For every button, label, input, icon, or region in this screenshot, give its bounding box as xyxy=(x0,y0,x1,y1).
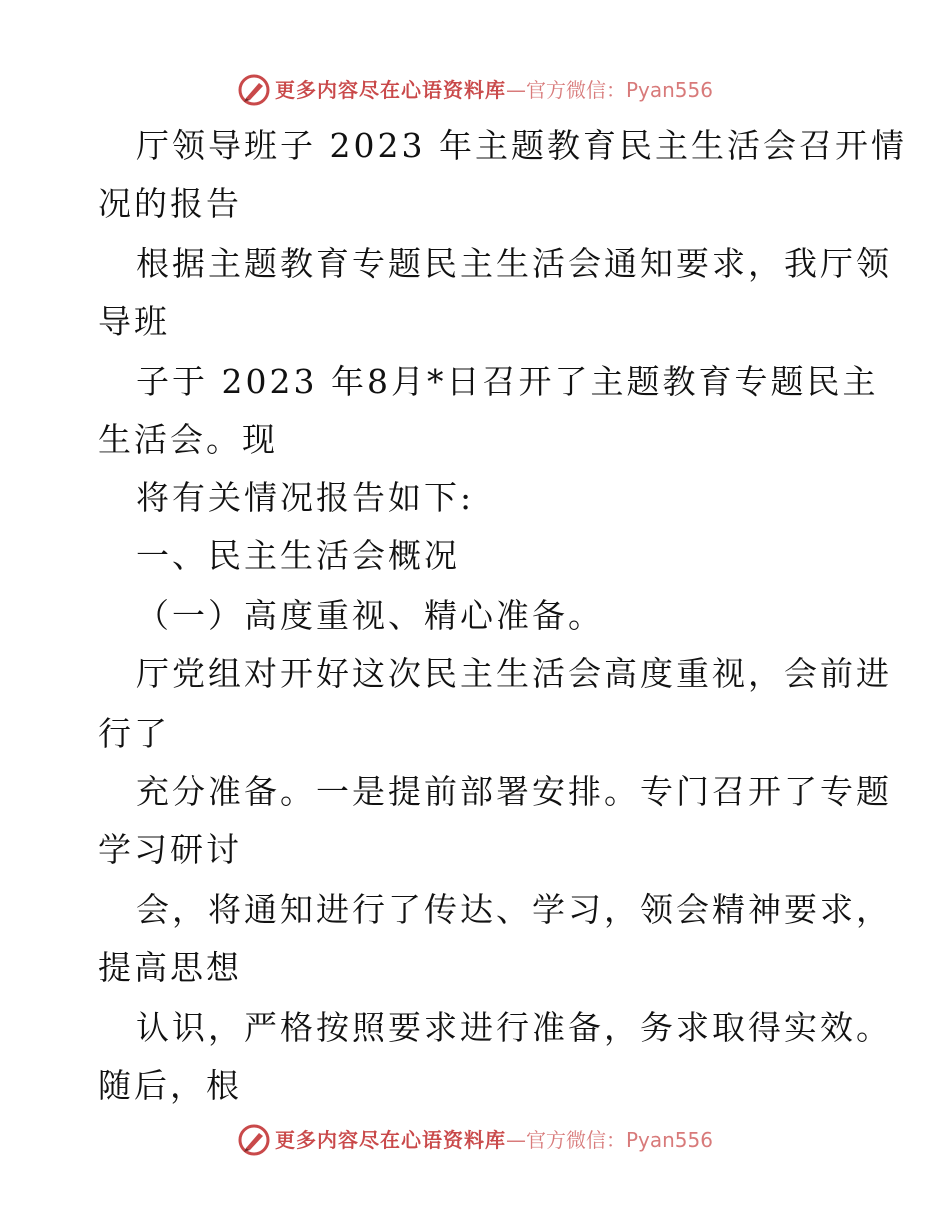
pen-logo-icon xyxy=(237,73,271,107)
watermark-brand: 更多内容尽在心语资料库 xyxy=(274,1128,506,1152)
header-watermark xyxy=(0,70,950,110)
text-line: 学习研讨 xyxy=(98,830,242,869)
text-line: 会，将通知进行了传达、学习，领会精神要求， xyxy=(136,890,892,929)
text-line: 生活会。现 xyxy=(98,420,278,459)
watermark-contact: —官方微信：Pyan556 xyxy=(505,1128,713,1152)
pen-logo-icon xyxy=(237,1123,271,1157)
text-line: 厅领导班子 2023 年主题教育民主生活会召开情 xyxy=(136,126,907,165)
text-line: 况的报告 xyxy=(98,184,242,223)
footer-watermark xyxy=(0,1120,950,1160)
text-line: 导班 xyxy=(98,302,170,341)
text-line: 认识，严格按照要求进行准备，务求取得实效。 xyxy=(136,1008,892,1047)
text-line: 子于 2023 年8月*日召开了主题教育专题民主 xyxy=(136,362,879,401)
text-line: 厅党组对开好这次民主生活会高度重视，会前进 xyxy=(136,654,892,693)
subsection-heading: （一）高度重视、精心准备。 xyxy=(136,596,604,635)
text-line: 随后，根 xyxy=(98,1066,242,1105)
watermark-contact: —官方微信：Pyan556 xyxy=(505,78,713,102)
text-line: 行了 xyxy=(98,714,170,753)
text-line: 充分准备。一是提前部署安排。专门召开了专题 xyxy=(136,772,892,811)
text-line: 提高思想 xyxy=(98,948,242,987)
watermark-brand: 更多内容尽在心语资料库 xyxy=(274,78,506,102)
section-heading: 一、民主生活会概况 xyxy=(136,536,460,575)
text-line: 将有关情况报告如下: xyxy=(136,478,475,517)
text-line: 根据主题教育专题民主生活会通知要求，我厅领 xyxy=(136,244,892,283)
